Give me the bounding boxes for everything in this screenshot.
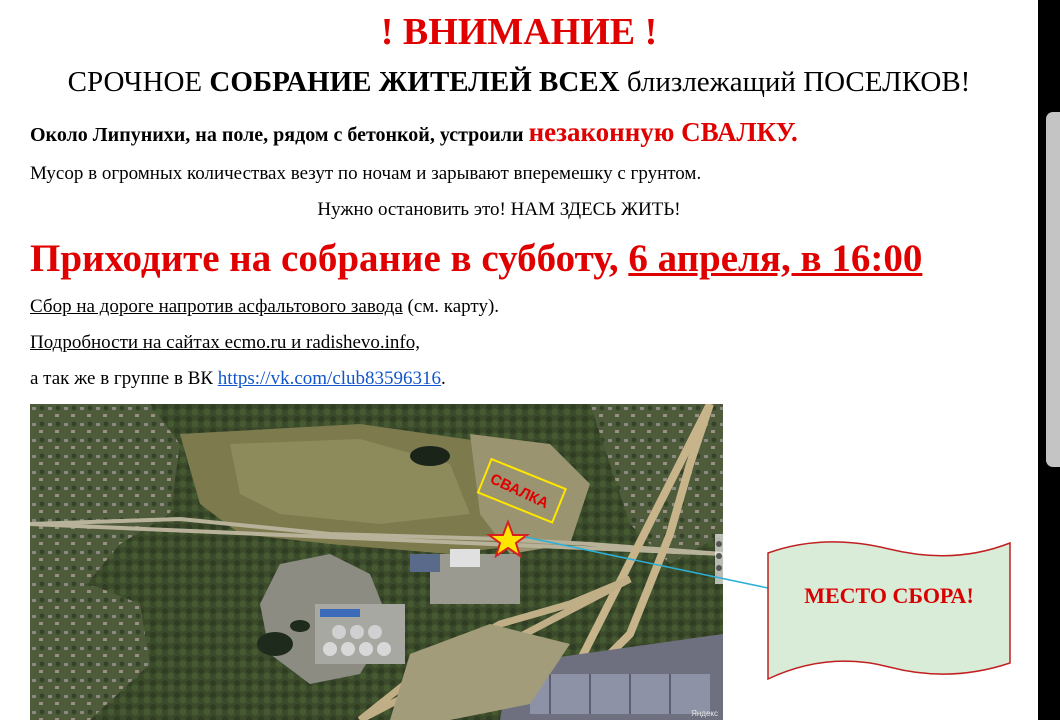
heading-part-2: СОБРАНИЕ ЖИТЕЛЕЙ ВСЕХ (209, 66, 620, 98)
map-watermark: Яндекс (691, 709, 718, 718)
meeting-place-label: МЕСТО СБОРА! (804, 583, 974, 608)
heading-part-3: близлежащий ПОСЕЛКОВ! (619, 66, 971, 98)
illegal-dump-text: незаконную СВАЛКУ. (528, 117, 798, 147)
map-imagery (30, 404, 723, 720)
meeting-heading (0, 66, 1038, 99)
stop-this-line: Нужно остановить это! НАМ ЗДЕСЬ ЖИТЬ! (317, 199, 681, 220)
meeting-point-text: Сбор на дороге напротив асфальтового завода (30, 296, 403, 317)
dump-location-text: Около Липунихи, на поле, рядом с бетонкой, устроили (30, 124, 529, 146)
callout-banner-shape (764, 535, 1014, 685)
vertical-scrollbar[interactable] (1046, 112, 1060, 467)
garbage-description: Мусор в огромных количествах везут по ночам и зарывают вперемешку с грунтом. (30, 163, 702, 184)
dump-location-line (30, 117, 798, 148)
meeting-point-line (30, 296, 499, 318)
meeting-date-time: 6 апреля, в 16:00 (628, 237, 923, 280)
heading-part-1: СРОЧНОЕ (67, 66, 210, 98)
invitation-text: Приходите на собрание в субботу, (30, 237, 629, 280)
see-map-text: (см. карту). (402, 296, 500, 317)
dump-map-label: СВАЛКА (487, 470, 552, 513)
attention-title: ! ВНИМАНИЕ ! (380, 11, 658, 53)
vk-group-line (30, 368, 446, 390)
meeting-place-callout (764, 535, 1014, 685)
vk-group-link[interactable]: https://vk.com/club83596316 (217, 368, 442, 389)
invitation-line (30, 236, 922, 281)
details-sites-line: Подробности на сайтах ecmo.ru и radishevo.info, (30, 332, 421, 353)
vk-suffix-text: . (441, 368, 446, 389)
vk-prefix-text: а так же в группе в ВК (30, 368, 218, 389)
satellite-map[interactable] (30, 404, 723, 720)
